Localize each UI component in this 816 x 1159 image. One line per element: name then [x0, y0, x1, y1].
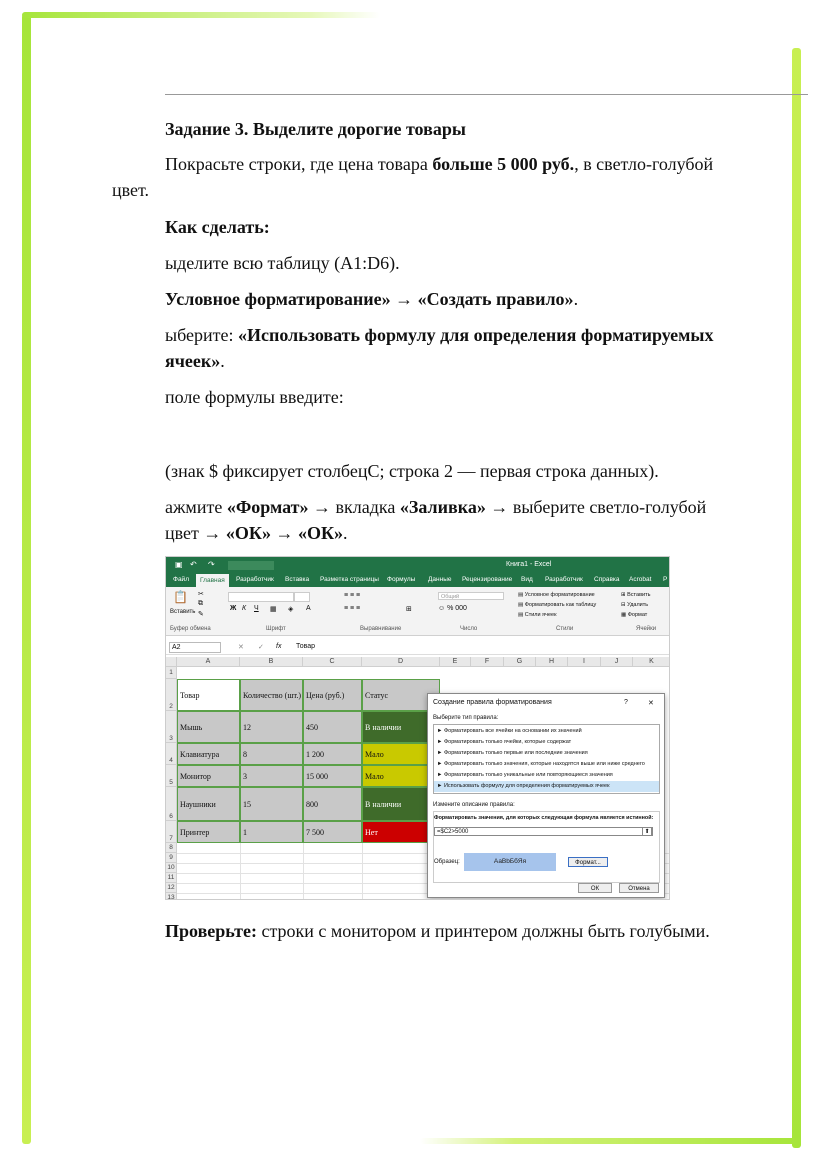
excel-title-bar [166, 557, 670, 574]
border-icon[interactable]: ▦ [270, 606, 277, 613]
column-header[interactable]: E [440, 657, 471, 667]
underline-icon[interactable]: Ч [254, 605, 259, 612]
rule-type-option[interactable]: ► Форматировать только значения, которые находятся выше или ниже среднего [437, 761, 645, 767]
column-header[interactable]: J [601, 657, 633, 667]
step-conditional-format: Условное форматирование» → «Создать правило». [165, 289, 579, 309]
close-icon[interactable]: ✕ [648, 700, 654, 707]
row-header[interactable]: 5 [166, 765, 177, 787]
status-cell[interactable]: В наличии [362, 787, 440, 821]
column-header[interactable]: H [536, 657, 568, 667]
check-note: Проверьте: строки с монитором и принтером должны быть голубыми. [165, 921, 710, 941]
task-line1: Покрасьте строки, где цена товара больше 5 000 руб., в светло-голубой [165, 154, 714, 174]
how-label: Как сделать: [165, 217, 270, 237]
row-header[interactable]: 7 [166, 821, 177, 843]
select-all-corner[interactable] [166, 657, 177, 667]
format-painter-icon[interactable]: ✎ [198, 611, 204, 618]
cut-icon[interactable]: ✂ [198, 591, 204, 598]
group-number: Число [460, 626, 478, 632]
format-button[interactable]: Формат... [568, 857, 608, 867]
cell-styles-button[interactable]: ▤ Стили ячеек [518, 612, 557, 618]
cell-styles-label: Стили ячеек [524, 612, 557, 618]
rule-type-option-selected[interactable]: ► Использовать формулу для определения форматируемых ячеек [434, 781, 659, 792]
tab-developer-2[interactable]: Разработчик [545, 576, 583, 583]
row-header[interactable]: 11 [166, 873, 177, 883]
column-header[interactable]: D [362, 657, 440, 667]
paste-button[interactable]: Вставить [170, 609, 196, 615]
table-cell[interactable]: 450 [303, 711, 362, 743]
frame-top-border [22, 12, 380, 18]
tab-more[interactable]: Р [663, 576, 668, 583]
range-picker-icon[interactable]: ⬆ [642, 827, 652, 836]
table-cell[interactable]: Мышь [177, 711, 240, 743]
group-styles: Стили [556, 626, 574, 632]
column-header[interactable]: K [633, 657, 670, 667]
cancel-button[interactable]: Отмена [619, 883, 659, 893]
ribbon-tabs [166, 574, 670, 587]
align-bottom-icon[interactable]: ≡ ≡ ≡ [344, 605, 361, 612]
column-header[interactable]: A [177, 657, 240, 667]
format-cells-label: Формат [627, 612, 648, 618]
group-clipboard: Буфер обмена [170, 626, 211, 632]
column-header[interactable]: G [504, 657, 536, 667]
insert-cells-button[interactable]: ⊞ Вставить [621, 592, 651, 598]
status-cell[interactable]: Мало [362, 743, 440, 765]
dialog-title: Создание правила форматирования [433, 699, 552, 706]
tab-page-layout[interactable]: Разметка страницы [320, 576, 379, 583]
insert-cells-label: Вставить [627, 592, 651, 598]
group-alignment: Выравнивание [360, 626, 402, 632]
tab-developer[interactable]: Разработчик [236, 576, 274, 583]
font-name-box[interactable] [228, 592, 294, 602]
column-header[interactable]: F [471, 657, 504, 667]
rule-type-option[interactable]: ► Форматировать все ячейки на основании их значений [437, 728, 582, 734]
column-header[interactable]: B [240, 657, 303, 667]
paste-icon[interactable]: 📋 [173, 590, 188, 604]
column-header[interactable]: I [568, 657, 601, 667]
row-header[interactable]: 12 [166, 883, 177, 893]
italic-icon[interactable]: К [242, 605, 247, 612]
help-icon[interactable]: ? [624, 699, 628, 706]
step-select-table: ыделите всю таблицу (A1:D6). [165, 253, 400, 273]
font-size-box[interactable] [294, 592, 310, 602]
step-format-fill: ажмите «Формат» → вкладка «Заливка» → выберите светло-голубой [165, 497, 707, 517]
step-enter-formula: поле формулы введите: [165, 387, 344, 407]
conditional-format-label: Условное форматирование [524, 592, 595, 598]
header-rule [165, 94, 808, 95]
column-header[interactable]: C [303, 657, 362, 667]
format-table-button[interactable]: ▤ Форматировать как таблицу [518, 602, 597, 608]
delete-cells-button[interactable]: ⊟ Удалить [621, 602, 649, 608]
step-choose-rule-wrap: ячеек». [165, 351, 225, 371]
merge-icon[interactable]: ⊞ [406, 606, 412, 613]
copy-icon[interactable]: ⧉ [198, 600, 203, 607]
name-box[interactable]: A2 [169, 642, 221, 653]
group-cells: Ячейки [636, 626, 657, 632]
window-title: Книга1 - Excel [506, 561, 552, 568]
excel-screenshot [165, 556, 670, 900]
row-header[interactable]: 13 [166, 893, 177, 900]
group-font: Шрифт [266, 626, 286, 632]
tab-view[interactable]: Вид [521, 576, 533, 583]
ribbon [166, 587, 670, 636]
table-cell[interactable]: Принтер [177, 821, 240, 843]
save-icon[interactable]: ▣ [175, 560, 183, 569]
table-cell[interactable]: 8 [240, 743, 303, 765]
preview-label: Образец: [434, 859, 460, 865]
status-cell[interactable]: Мало [362, 765, 440, 787]
row-header[interactable]: 1 [166, 667, 177, 679]
task-title: Задание 3. Выделите дорогие товары [165, 119, 466, 139]
fx-icon[interactable]: fx [276, 643, 282, 650]
table-cell[interactable]: Клавиатура [177, 743, 240, 765]
row-header[interactable]: 9 [166, 853, 177, 863]
table-cell[interactable]: 7 500 [303, 821, 362, 843]
bold-icon[interactable]: Ж [230, 605, 237, 612]
tab-acrobat[interactable]: Acrobat [629, 576, 652, 583]
number-format-value: Общий [441, 594, 460, 600]
table-header-cell[interactable]: Цена (руб.) [303, 679, 362, 711]
rule-formula-input[interactable]: =$C2>5000 [434, 827, 653, 836]
tab-review[interactable]: Рецензирование [462, 576, 513, 583]
table-cell[interactable]: 3 [240, 765, 303, 787]
tab-formulas[interactable]: Формулы [387, 576, 416, 583]
conditional-format-button[interactable]: ▤ Условное форматирование [518, 592, 595, 598]
task-line1-wrap: цвет. [112, 180, 150, 200]
tab-insert[interactable]: Вставка [285, 576, 310, 583]
rule-description-box [433, 811, 660, 883]
rule-type-option[interactable]: ► Форматировать только уникальные или повторяющиеся значения [437, 772, 613, 778]
row-header[interactable]: 3 [166, 711, 177, 743]
frame-bottom-border [420, 1138, 800, 1144]
undo-icon[interactable]: ↶ [190, 560, 197, 569]
formula-bar [166, 640, 670, 655]
ok-button[interactable]: ОК [578, 883, 612, 893]
table-cell[interactable]: Наушники [177, 787, 240, 821]
font-color-icon[interactable]: A [306, 605, 311, 612]
row-header[interactable]: 10 [166, 863, 177, 873]
rule-type-option[interactable]: ► Форматировать только ячейки, которые содержат [437, 739, 572, 745]
tab-home[interactable]: Главная [196, 574, 229, 587]
table-cell[interactable]: Монитор [177, 765, 240, 787]
row-header[interactable]: 2 [166, 679, 177, 711]
step-dollar-note: (знак $ фиксирует столбецС; строка 2 — первая строка данных). [165, 461, 659, 481]
formula-input[interactable]: Товар [296, 643, 316, 650]
delete-cells-label: Удалить [627, 602, 649, 608]
table-cell[interactable]: 1 [240, 821, 303, 843]
table-cell[interactable]: 800 [303, 787, 362, 821]
quick-access-box[interactable] [228, 561, 274, 570]
tab-file[interactable]: Файл [173, 576, 189, 583]
step-choose-rule: ыберите: «Использовать формулу для определения форматируемых [165, 325, 714, 345]
status-cell[interactable]: Нет [362, 821, 440, 843]
status-cell[interactable]: В наличии [362, 711, 440, 743]
table-cell[interactable]: 15 000 [303, 765, 362, 787]
table-header-cell[interactable]: Статус [362, 679, 440, 711]
table-header-cell[interactable]: Товар [177, 679, 240, 711]
tab-data[interactable]: Данные [428, 576, 452, 583]
tab-help[interactable]: Справка [594, 576, 620, 583]
redo-icon[interactable]: ↷ [208, 560, 215, 569]
format-cells-button[interactable]: ▦ Формат [621, 612, 648, 618]
fill-color-icon[interactable]: ◈ [288, 606, 294, 613]
number-format-box[interactable] [438, 592, 504, 600]
row-header[interactable]: 6 [166, 787, 177, 821]
align-icon[interactable]: ≡ ≡ ≡ [344, 592, 361, 599]
frame-right-border [792, 48, 801, 1148]
step-format-fill-wrap: цвет → «ОК» → «ОК». [165, 523, 348, 543]
select-rule-label: Выберите тип правила: [433, 715, 499, 721]
enter-icon[interactable]: ✓ [258, 644, 264, 651]
rule-type-option[interactable]: ► Форматировать только первые или последние значения [437, 750, 588, 756]
table-cell[interactable]: 15 [240, 787, 303, 821]
row-header[interactable]: 8 [166, 843, 177, 853]
formula-label: Форматировать значения, для которых следующая формула является истинной: [434, 815, 654, 821]
rule-type-list [433, 724, 660, 794]
row-header[interactable]: 4 [166, 743, 177, 765]
edit-rule-label: Измените описание правила: [433, 802, 515, 808]
format-table-label: Форматировать как таблицу [524, 602, 597, 608]
table-header-cell[interactable]: Количество (шт.) [240, 679, 303, 711]
cancel-icon[interactable]: ✕ [238, 644, 244, 651]
percent-icon[interactable]: ☺ % 000 [438, 605, 467, 612]
frame-left-border [22, 14, 31, 1144]
format-preview: АаВbБбЯя [464, 853, 556, 871]
new-formatting-rule-dialog [427, 693, 665, 898]
table-cell[interactable]: 12 [240, 711, 303, 743]
table-cell[interactable]: 1 200 [303, 743, 362, 765]
